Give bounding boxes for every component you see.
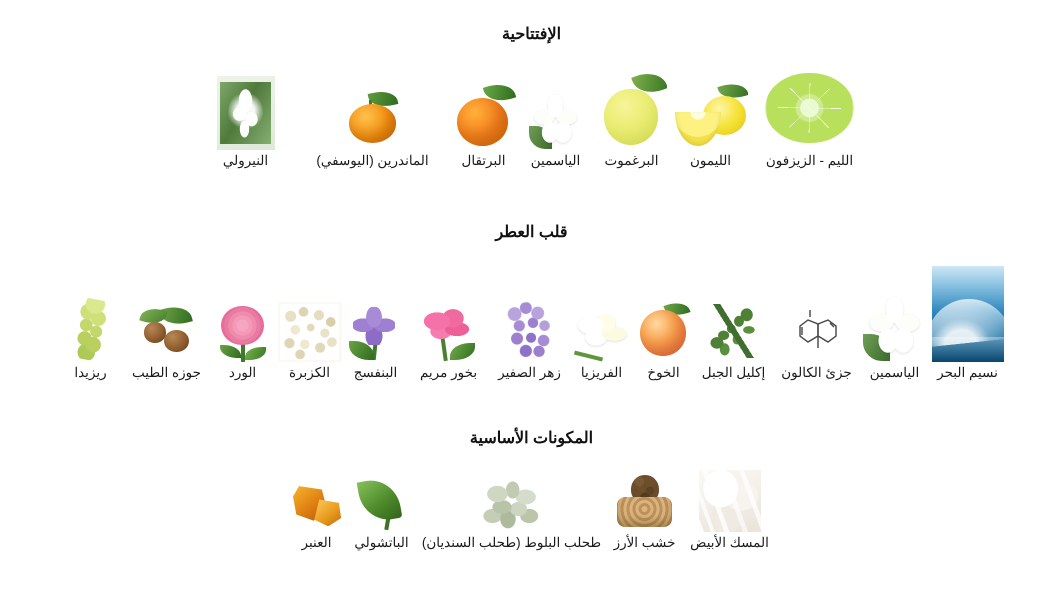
- note-label: جزئ الكالون: [781, 365, 852, 380]
- rosemary-sprig-icon: [703, 300, 765, 362]
- note-item[interactable]: [194, 76, 298, 169]
- note-item[interactable]: [570, 302, 634, 381]
- note-item[interactable]: [684, 470, 776, 551]
- cyclamen-flower-icon: [416, 300, 482, 362]
- note-item[interactable]: [124, 302, 210, 381]
- note-item[interactable]: [346, 474, 418, 551]
- note-label: نسيم البحر: [937, 365, 998, 380]
- note-label: جوزه الطيب: [132, 365, 201, 380]
- note-item[interactable]: [490, 298, 570, 381]
- note-label: الفريزيا: [580, 365, 623, 380]
- note-label: بخور مريم: [419, 365, 478, 380]
- calone-molecule-icon: [786, 304, 848, 362]
- note-item[interactable]: [288, 476, 346, 551]
- section-title-base-notes: المكونات الأساسية: [469, 430, 594, 447]
- coriander-seeds-icon: [278, 302, 342, 362]
- note-label: البنفسج: [353, 365, 398, 380]
- lime-half-icon: [762, 66, 858, 150]
- note-label: خشب الأرز: [613, 535, 676, 550]
- note-item[interactable]: [448, 82, 520, 169]
- sea-breeze-wave-icon: [932, 266, 1004, 362]
- note-item[interactable]: [418, 476, 606, 551]
- notes-row-base: [0, 470, 1063, 551]
- note-item[interactable]: [860, 288, 930, 381]
- section-title-heart-notes: قلب العطر: [495, 224, 568, 241]
- violet-flower-icon: [345, 300, 407, 362]
- note-item[interactable]: [276, 302, 344, 381]
- freesia-flower-icon: [571, 302, 633, 362]
- jasmine-flower-icon: [527, 88, 585, 150]
- rose-flower-icon: [212, 300, 274, 362]
- patchouli-leaf-icon: [354, 474, 410, 532]
- note-label: الباتشولي: [354, 535, 409, 550]
- note-label: طحلب البلوط (طحلب السنديان): [421, 535, 602, 550]
- white-musk-icon: [699, 470, 761, 532]
- bergamot-fruit-icon: [597, 72, 667, 150]
- note-label: إكليل الجبل: [701, 365, 766, 380]
- note-label: النيرولي: [222, 153, 269, 168]
- note-item[interactable]: [606, 474, 684, 551]
- note-item[interactable]: [672, 82, 750, 169]
- note-item[interactable]: [298, 88, 448, 169]
- note-item[interactable]: [592, 72, 672, 169]
- peach-fruit-icon: [635, 302, 693, 362]
- note-item[interactable]: [774, 304, 860, 381]
- note-label: الماندرين (اليوسفي): [316, 153, 429, 168]
- note-label: البرغموت: [604, 153, 659, 168]
- notes-row-heart: [0, 266, 1063, 381]
- cedar-wood-icon: [612, 474, 678, 532]
- amber-resin-icon: [289, 476, 345, 532]
- nutmeg-icon: [134, 302, 200, 362]
- note-item[interactable]: [58, 296, 124, 381]
- note-label: العنبر: [301, 535, 332, 550]
- note-label: البرتقال: [461, 153, 506, 168]
- lemon-fruit-icon: [674, 82, 748, 150]
- note-item[interactable]: [694, 300, 774, 381]
- neroli-flower-icon: [217, 76, 275, 150]
- note-item[interactable]: [750, 66, 870, 169]
- orange-fruit-icon: [452, 82, 516, 150]
- note-item[interactable]: [520, 88, 592, 169]
- note-label: الليم - الزيزفون: [765, 153, 854, 168]
- note-item[interactable]: [408, 300, 490, 381]
- oakmoss-icon: [478, 476, 546, 532]
- section-base-notes: [0, 428, 1063, 551]
- mandarin-orange-icon: [340, 88, 406, 150]
- hyacinth-spike-icon: [499, 298, 561, 362]
- note-label: الورد: [228, 365, 257, 380]
- jasmine-flower-icon: [861, 288, 929, 362]
- note-label: الخوخ: [647, 365, 680, 380]
- reseda-spike-icon: [61, 296, 121, 362]
- note-label: زهر الصفير: [498, 365, 561, 380]
- note-item[interactable]: [210, 300, 276, 381]
- note-item[interactable]: [634, 302, 694, 381]
- note-label: الياسمين: [869, 365, 920, 380]
- note-item[interactable]: [930, 266, 1006, 381]
- note-label: الياسمين: [530, 153, 581, 168]
- note-label: الكزبرة: [288, 365, 331, 380]
- section-top-notes: [0, 24, 1063, 169]
- note-label: الليمون: [689, 153, 732, 168]
- notes-row-top: [0, 66, 1063, 169]
- note-item[interactable]: [344, 300, 408, 381]
- note-label: ريزيدا: [74, 365, 107, 380]
- note-label: المسك الأبيض: [690, 535, 769, 550]
- section-title-top-notes: الإفتتاحية: [501, 26, 562, 43]
- section-heart-notes: [0, 222, 1063, 381]
